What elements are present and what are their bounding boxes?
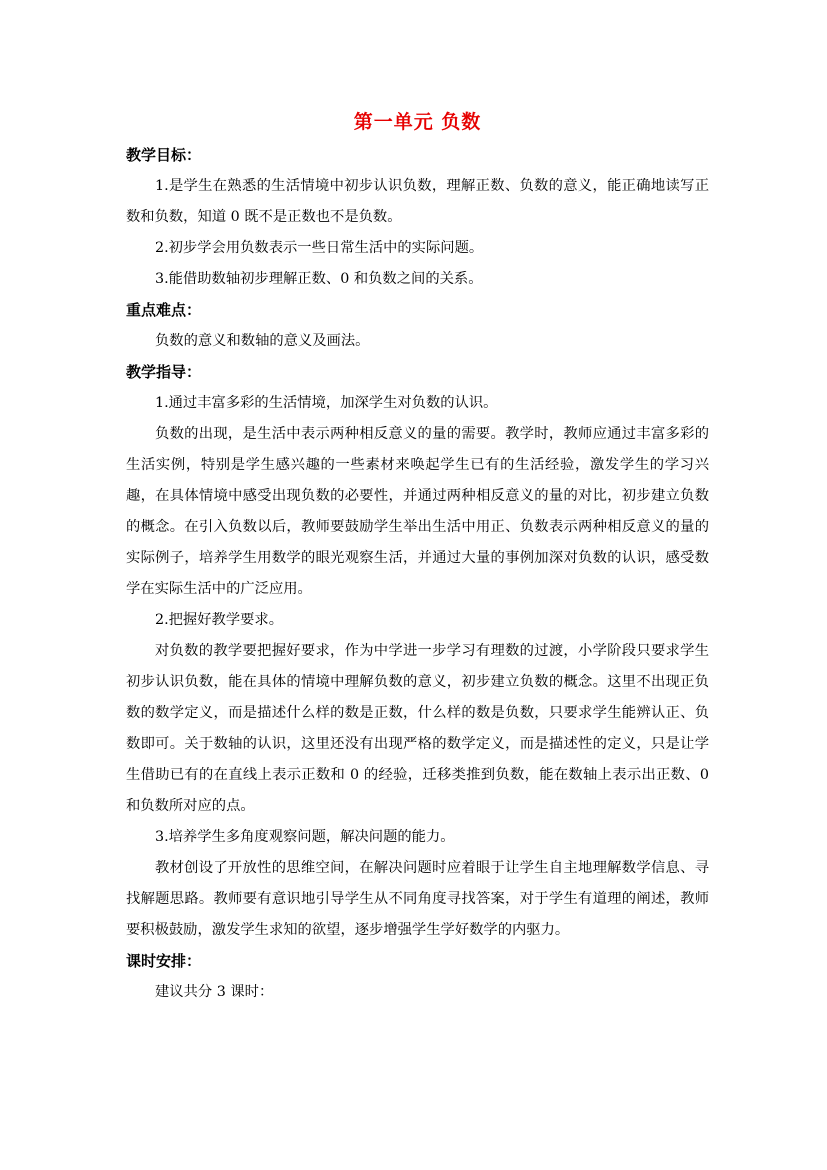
key-points-heading: 重点难点：	[126, 301, 202, 319]
schedule-heading: 课时安排：	[126, 952, 202, 970]
guidance-point-2-body: 对负数的教学要把握好要求，作为中学进一步学习有理数的过渡，小学阶段只要求学生初步认识负数，能在具体的情境中理解负数的意义，初步建立负数的概念。这里不出现正负数的数学定义，而是描述什么样的数是正数，什么样的数是负数，只要求学生能辨认正、负数即可。关于数轴的认识，这里还没有出现严格的数学定义，而是描述性的定义，只是让学生借助已有的在直线上表示正数和 0 的经验，迁移类推到负数，能在数轴上表示出正数、0 和负数所对应的点。	[126, 643, 709, 814]
guidance-point-2-title: 2.把握好教学要求。	[155, 612, 284, 628]
page-title: 第一单元 负数	[353, 111, 482, 133]
key-points-text: 负数的意义和数轴的意义及画法。	[155, 333, 370, 349]
guidance-point-1-body: 负数的出现，是生活中表示两种相反意义的量的需要。教学时，教师应通过丰富多彩的生活实例，特别是学生感兴趣的一些素材来唤起学生已有的生活经验，激发学生的学习兴趣，在具体情境中感受出现负数的必要性，并通过两种相反意义的量的对比，初步建立负数的概念。在引入负数以后，教师要鼓励学生举出生活中用正、负数表示两种相反意义的量的实际例子，培养学生用数学的眼光观察生活，并通过大量的事例加深对负数的认识，感受数学在实际生活中的广泛应用。	[126, 426, 709, 597]
goals-item-1: 1.是学生在熟悉的生活情境中初步认识负数，理解正数、负数的意义，能正确地读写正数和负数，知道 0 既不是正数也不是负数。	[126, 178, 709, 225]
goals-item-3: 3.能借助数轴初步理解正数、0 和负数之间的关系。	[155, 271, 483, 287]
guidance-heading: 教学指导：	[126, 363, 202, 381]
guidance-point-1-title: 1.通过丰富多彩的生活情境，加深学生对负数的认识。	[155, 395, 498, 411]
guidance-point-3-body: 教材创设了开放性的思维空间，在解决问题时应着眼于让学生自主地理解数学信息、寻找解题思路。教师要有意识地引导学生从不同角度寻找答案，对于学生有道理的阐述，教师要积极鼓励，激发学生求知的欲望，逐步增强学生学好数学的内驱力。	[126, 860, 709, 938]
goals-heading: 教学目标：	[126, 146, 202, 164]
goals-item-2: 2.初步学会用负数表示一些日常生活中的实际问题。	[155, 240, 484, 256]
guidance-point-3-title: 3.培养学生多角度观察问题，解决问题的能力。	[155, 829, 455, 845]
schedule-text: 建议共分 3 课时：	[155, 984, 274, 1000]
